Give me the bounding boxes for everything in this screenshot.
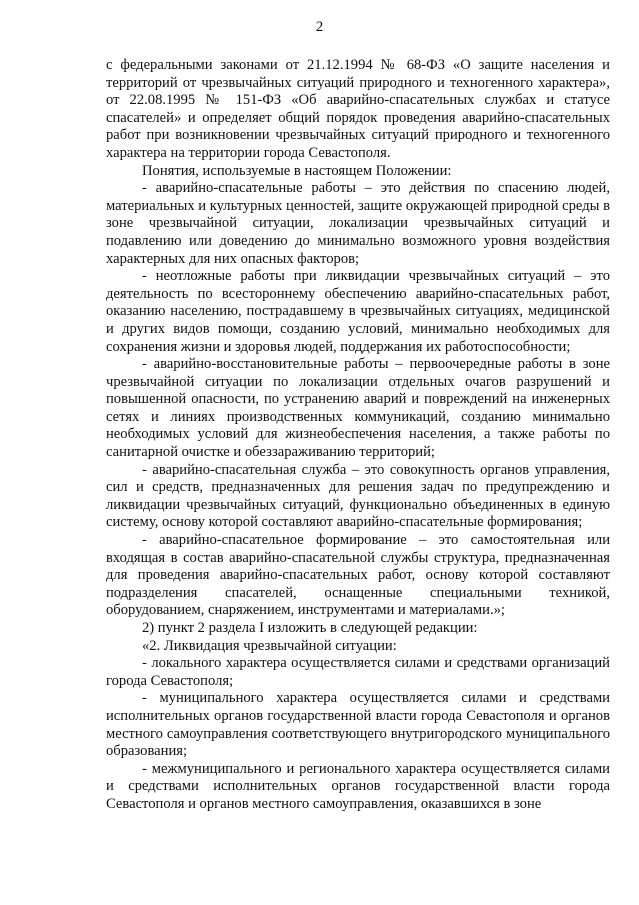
page-number: 2 bbox=[315, 19, 324, 35]
document-body bbox=[106, 57, 610, 814]
paragraph-local-level: - локального характера осуществляется силами и средствами организаций города Севастополя; bbox=[106, 655, 610, 689]
paragraph-liquidation-heading: «2. Ликвидация чрезвычайной ситуации: bbox=[142, 637, 397, 654]
paragraph-definitions-heading: Понятия, используемые в настоящем Положении: bbox=[142, 162, 452, 179]
paragraph-rescue-unit: - аварийно-спасательное формирование – это самостоятельная или входящая в состав аварийно-спасательной службы структура, предназначенная для проведения аварийно-спасательных работ, основу которой составляют подразделения спасателей, оснащенные специальными техникой, оборудованием, снаряжением, инструментами и материалами.»; bbox=[106, 532, 610, 619]
paragraph-recovery-works: - аварийно-восстановительные работы – первоочередные работы в зоне чрезвычайной ситуации по локализации отдельных очагов разрушений и повышенной опасности, по устранению аварий и повреждений на инженерных сетях и линиях производственных коммуникаций, созданию минимально необходимых условий для жизнеобеспечения населения, а также работы по санитарной очистке и обеззараживанию территорий; bbox=[106, 356, 610, 461]
paragraph-municipal-level: - муниципального характера осуществляется силами и средствами исполнительных органов государственной власти города Севастополя и органов местного самоуправления соответствующего внутригородского муниципального образования; bbox=[106, 690, 610, 760]
paragraph-intro-continuation: с федеральными законами от 21.12.1994 № 68-ФЗ «О защите населения и территорий от чрезвычайных ситуаций природного и техногенного характера», от 22.08.1995 № 151-ФЗ «Об аварийно-спасательных службах и статусе спасателей» и определяет общий порядок проведения аварийно-спасательных работ при возникновении чрезвычайных ситуаций природного и техногенного характера на территории города Севастополя. bbox=[106, 57, 610, 161]
paragraph-urgent-works: - неотложные работы при ликвидации чрезвычайных ситуаций – это деятельность по всестороннему обеспечению аварийно-спасательных работ, оказанию населению, пострадавшему в чрезвычайных ситуациях, медицинской и других видов помощи, созданию условий, минимально необходимых для сохранения жизни и здоровья людей, поддержания их работоспособности; bbox=[106, 268, 610, 355]
paragraph-item-2-amendment: 2) пункт 2 раздела I изложить в следующей редакции: bbox=[142, 620, 478, 636]
paragraph-rescue-service: - аварийно-спасательная служба – это совокупность органов управления, сил и средств, предназначенных для решения задач по предупреждению и ликвидации чрезвычайных ситуаций, функционально объединенных в единую систему, основу которой составляют аварийно-спасательные формирования; bbox=[106, 461, 610, 531]
paragraph-intermunicipal-level: - межмуниципального и регионального характера осуществляется силами и средствами исполнительных органов государственной власти города Севастополя и органов местного самоуправления, оказавшихся в зоне bbox=[106, 760, 610, 812]
paragraph-rescue-works: - аварийно-спасательные работы – это действия по спасению людей, материальных и культурных ценностей, защите окружающей природной среды в зоне чрезвычайной ситуации, локализации чрезвычайных ситуаций и подавлению или доведению до минимально возможного уровня воздействия характерных для них опасных факторов; bbox=[106, 180, 610, 267]
